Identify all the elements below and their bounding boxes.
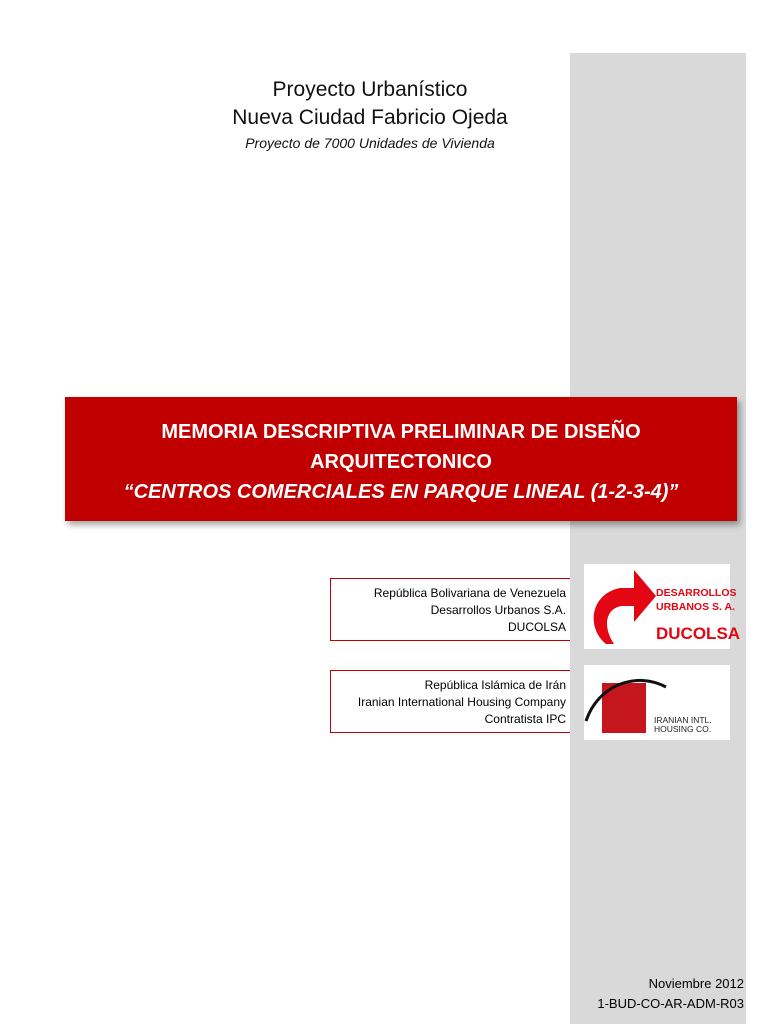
iranian-logo-line-1: IRANIAN INTL.	[654, 715, 712, 725]
ducolsa-logo-line-2: URBANOS S. A.	[656, 601, 735, 613]
title-banner	[65, 397, 737, 521]
project-title: Proyecto Urbanístico	[272, 78, 468, 101]
ducolsa-info-box	[330, 578, 570, 641]
banner-line-2: ARQUITECTONICO	[310, 451, 492, 473]
iranian-housing-mark-icon	[584, 665, 730, 740]
iran-line-1: República Islámica de Irán	[424, 678, 566, 692]
ducolsa-logo	[584, 564, 741, 649]
iran-info-box	[330, 670, 570, 733]
banner-line-3: “CENTROS COMERCIALES EN PARQUE LINEAL (1-2-3-4)”	[123, 481, 679, 503]
ducolsa-logo-line-1: DESARROLLOS	[656, 587, 737, 599]
project-city: Nueva Ciudad Fabricio Ojeda	[232, 106, 508, 129]
document-date: Noviembre 2012	[648, 976, 744, 991]
iran-line-2: Iranian International Housing Company	[357, 695, 566, 709]
ducolsa-logo-line-3: DUCOLSA	[656, 624, 741, 643]
iran-line-3: Contratista IPC	[484, 712, 566, 726]
ducolsa-line-3: DUCOLSA	[507, 620, 566, 634]
document-footer	[597, 974, 744, 1014]
project-header	[170, 76, 570, 154]
ducolsa-arrow-icon	[584, 564, 741, 649]
iranian-housing-logo	[584, 665, 730, 740]
ducolsa-line-2: Desarrollos Urbanos S.A.	[430, 603, 566, 617]
banner-line-1: MEMORIA DESCRIPTIVA PRELIMINAR DE DISEÑO	[161, 421, 641, 443]
sidebar-panel	[570, 53, 746, 1024]
iranian-logo-line-2: HOUSING CO.	[654, 724, 712, 734]
document-code: 1-BUD-CO-AR-ADM-R03	[597, 996, 744, 1011]
project-subtitle: Proyecto de 7000 Unidades de Vivienda	[245, 135, 495, 151]
ducolsa-line-1: República Bolivariana de Venezuela	[373, 586, 566, 600]
